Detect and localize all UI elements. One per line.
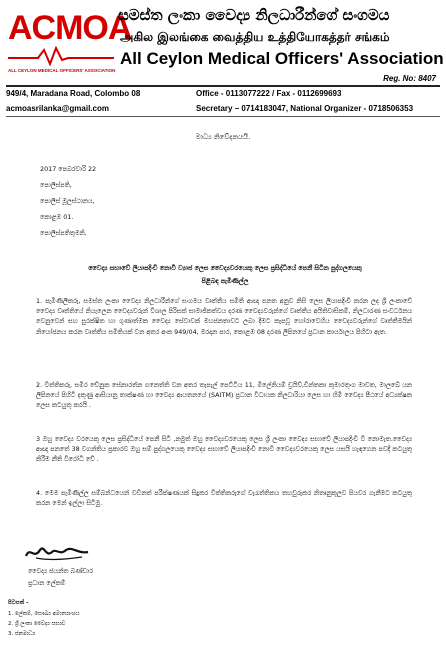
copy-item: 2. ශ්‍රී ලංකා වෛද්‍ය සභාව xyxy=(8,621,66,627)
subject-line: වෛද්‍ය සභාවේ ලියාපදිංචි නොවී ව්‍යාජ ලෙස වෛද්‍යවරයෙකු ලෙස ප්‍රසිද්ධියේ පෙනී සිටින පුද්ගලයෙකු xyxy=(88,264,362,272)
acmoa-logo xyxy=(6,6,132,80)
office-phone: Office - 0113077222 / Fax - 0112699693 xyxy=(196,89,342,98)
letter-date: 2017 පෙබරවාරි 22 xyxy=(40,165,97,173)
letterhead xyxy=(0,0,446,92)
subject-line: පිළිබඳ පැමිණිල්ල xyxy=(201,277,249,285)
copies-label: පිටපත් - xyxy=(8,600,29,606)
logo-text: ACMOA xyxy=(8,9,132,47)
header-divider xyxy=(6,85,440,87)
recipient-line: පොලිස්පතිතුමනි, xyxy=(40,229,87,237)
address: 949/4, Maradana Road, Colombo 08 xyxy=(6,89,141,98)
copy-item: 3. ජනමාධ්‍ය xyxy=(8,631,36,637)
logo-subtitle: ALL CEYLON MEDICAL OFFICERS' ASSOCIATION xyxy=(8,68,116,73)
title-sinhala: සමස්ත ලංකා වෛද්‍ය නිලධාරීන්ගේ සංගමය xyxy=(118,6,390,24)
paragraph-1: 1. පැමිණිලිකරු, සමස්ත ලංකා වෛද්‍ය නිලධාරීන්ගේ සංගමය වෘත්තීය සමිති ආඥා පනත අනුව නිසි ලෙස ලියාපදිංචි කරන ලද ශ්‍රී ලංකාවේ වෛද්‍ය වෘත්තියේ නියැලෙන වෛද්‍යවරුන් විශාල පිරිසක් සාමාජිකත්වය දරණ වෛද්‍යවරුන්ගේ වෘත්තීය අයිතිවාසිකම්, නිලධාරණ සංවර්ධනය වෙනුවෙන් සහ සුරක්ෂිත හා ගුණාත්මක වෛද්‍ය සේවාවක් මහජනතාවට ලබා දීමට කැපවූ හෝරාවෙහිය වෛද්‍යවරුන්ගේ වෘත්තීමයින් නියෝජනය කරන වෘත්තීය සමිතියක් වන අතර අංක 949/04, මරදාන පාර, කොළඹ 08 දරණ ලිපිනයේ ප්‍රධාන කාර්යාලය පිහිටා ඇත. xyxy=(36,297,412,336)
signatory-title: ප්‍රධාන ලේකම් xyxy=(28,579,66,587)
copy-item: 1. ලේකම්, සෞඛ්‍ය අමාත්‍යාංශය xyxy=(8,611,80,617)
paragraph-2: 2. විත්තිකරු, සමීර චේනුක සේනාරත්න ගනෙත්ති වන අතර තැපැල් පෙට්ටිය 11, මිලේනියම් ඩ්‍රයිව්,චින්තකා කුමාරතුංග මාවත, මාලබේ යන ලිපිනයේ පිහිටි දකුණු ආසියානු තාක්ෂණ හා වෛද්‍ය ආයතනයේ (SAITM) ප්‍රධාන විධායක නිලධාරියා ලෙස හා හිමි වෛද්‍ය පීඨයේ අධ්‍යක්ෂක ලෙස කටයුතු කරයි . xyxy=(36,381,412,410)
heartbeat-icon xyxy=(8,46,114,66)
title-english: All Ceylon Medical Officers' Association xyxy=(120,49,444,68)
secretary-phone: Secretary – 0714183047, National Organizer - 0718506353 xyxy=(196,104,414,113)
recipient-line: පොලිස් මූලස්ථානය, xyxy=(40,197,95,205)
recipient-line: පොලිස්පති, xyxy=(40,181,72,189)
signatory-name: වෛද්‍ය ජයන්ත බණ්ඩාර xyxy=(28,567,93,575)
paragraph-4: 4. මෙම පැමිණිල්ල සම්බන්ධයෙන් වඩිනත් පරීක්ෂණයක් සිදුකර විත්තිකරුගේ වැරැත්තිකය තහවුරුකර නිතෘනුකූලව පියවර ගැනීමට කටයුතු කරන මෙන් ඉල්ලා සිටිමු. xyxy=(36,489,412,508)
title-tamil: அகில இலங்கை வைத்திய உத்தியோகத்தர் சங்கம் xyxy=(120,30,390,44)
contact-divider xyxy=(6,116,440,117)
email: acmoasrilanka@gmail.com xyxy=(6,104,109,113)
paragraph-3: 3 ඔහු වෛද්‍ය වරයෙකු ලෙස ප්‍රසිද්ධියේ පෙනී සිටි ,නමුත් ඔහු වෛද්‍යවරයෙකු ලෙස ශ්‍රී ලංකා වෛද්‍ය සභාවේ ලියාපදිංචි වී නොමැත.වෛද්‍ය ආඥා පනතේ 38 වගන්තිය ප්‍රකාරව ඔහු සම් පුද්ගලයෙකු වෛද්‍ය සභාවේ ලියාපදිංචි නොවී වෛද්‍යවරයෙකු ලෙස යසයි හැඳගෙන පවදී කටයුතු කිරීම නීති විරෝධී වේ . xyxy=(36,435,412,464)
recipient-line: කොළඹ 01. xyxy=(40,213,74,221)
handwritten-signature xyxy=(22,540,92,564)
letter-heading: මාධ්‍ය නිවේදනයයි. xyxy=(195,133,251,141)
registration-number: Reg. No: 8407 xyxy=(383,74,436,83)
